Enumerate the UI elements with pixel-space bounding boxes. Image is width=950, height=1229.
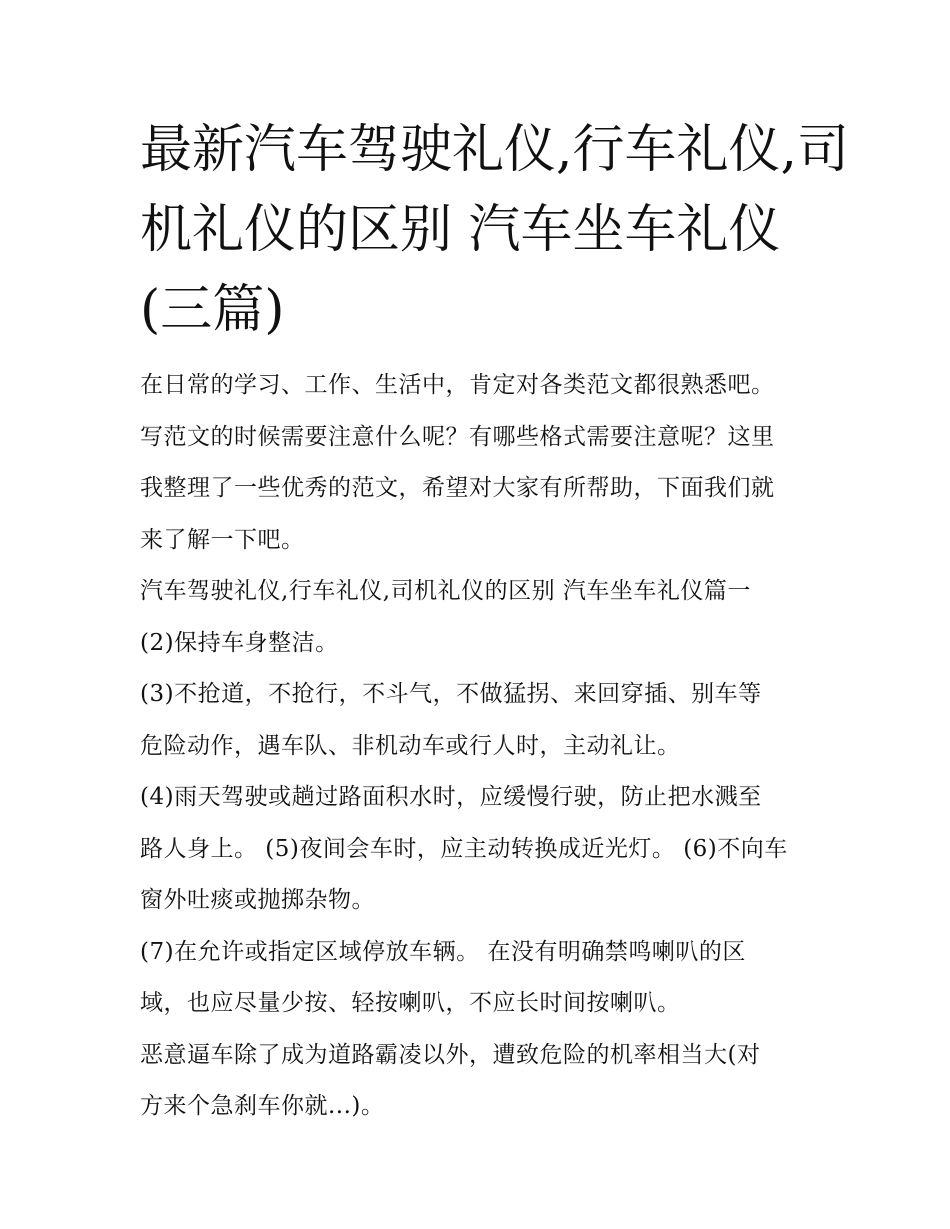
intro-paragraph — [140, 360, 820, 566]
text-line: 我整理了一些优秀的范文，希望对大家有所帮助，下面我们就 — [140, 475, 775, 501]
document-page — [140, 110, 850, 1133]
text-line: 方来个急刹车你就...)。 — [140, 1093, 385, 1119]
text-line: 危险动作，遇车队、非机动车或行人时，主动礼让。 — [140, 732, 681, 759]
title-line: 最新汽车驾驶礼仪,行车礼仪,司 — [140, 120, 850, 180]
text-line: (2)保持车身整洁。 — [140, 629, 339, 656]
section-heading — [140, 566, 820, 618]
item-4-6 — [140, 772, 820, 927]
text-line: (7)在允许或指定区域停放车辆。 在没有明确禁鸣喇叭的区 — [140, 938, 746, 965]
text-line: 窗外吐痰或抛掷杂物。 — [140, 887, 375, 913]
text-line: 汽车驾驶礼仪,行车礼仪,司机礼仪的区别 汽车坐车礼仪篇一 — [140, 578, 751, 604]
item-7 — [140, 927, 820, 1030]
item-2 — [140, 618, 820, 670]
text-line: 恶意逼车除了成为道路霸凌以外，遭致危险的机率相当大(对 — [140, 1041, 761, 1068]
text-line: 在日常的学习、工作、生活中，肯定对各类范文都很熟悉吧。 — [140, 372, 775, 398]
text-line: (3)不抢道，不抢行，不斗气，不做猛拐、来回穿插、别车等 — [140, 681, 762, 707]
closing-paragraph — [140, 1030, 820, 1133]
text-line: 写范文的时候需要注意什么呢？有哪些格式需要注意呢？这里 — [140, 423, 775, 450]
text-line: 域，也应尽量少按、轻按喇叭，不应长时间按喇叭。 — [140, 990, 681, 1016]
title-line: (三篇) — [140, 280, 285, 340]
text-line: 路人身上。 (5)夜间会车时，应主动转换成近光灯。 (6)不向车 — [140, 835, 788, 862]
document-title — [140, 110, 850, 350]
text-line: 来了解一下吧。 — [140, 526, 305, 553]
title-line: 机礼仪的区别 汽车坐车礼仪 — [140, 200, 781, 260]
text-line: (4)雨天驾驶或趟过路面积水时，应缓慢行驶，防止把水溅至 — [140, 784, 762, 810]
item-3 — [140, 669, 820, 772]
